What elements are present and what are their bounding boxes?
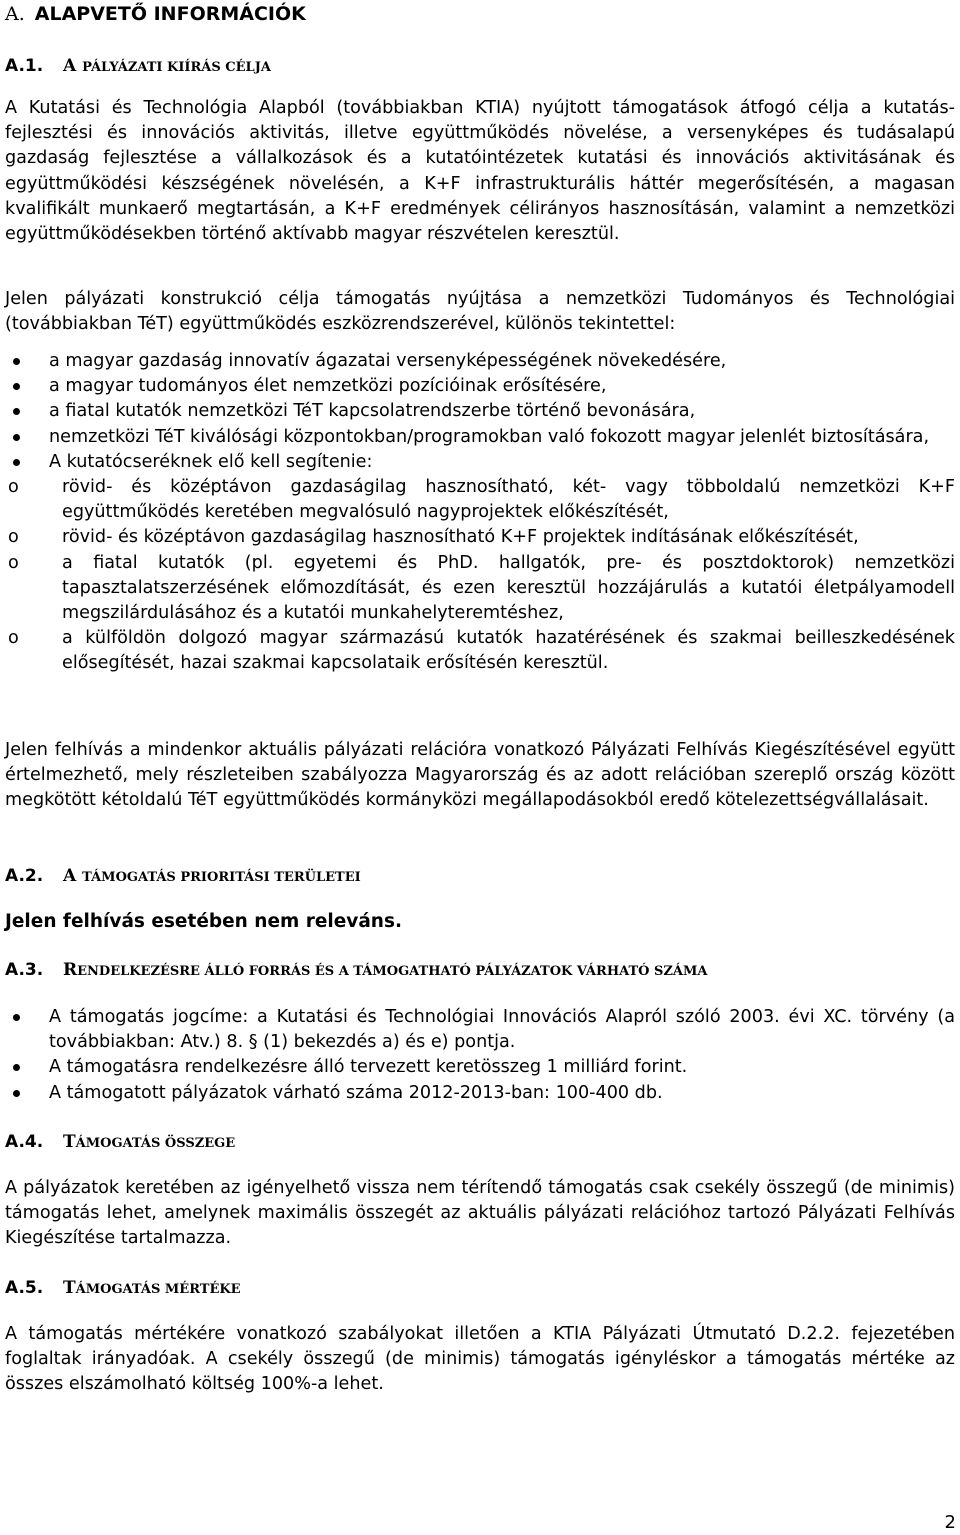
list-item <box>5 399 955 424</box>
section-a3-heading <box>5 958 707 984</box>
section-a1-bullet-list <box>5 349 955 677</box>
sub-list-item-text: a külföldön dolgozó magyar származású kutatók hazatérésének és szakmai beilleszkedésének elősegítését, hazai szakmai kapcsolataik erősítésén keresztül. <box>62 628 955 674</box>
section-a2-number: A.2. <box>5 866 44 886</box>
section-a1-title <box>63 56 271 76</box>
section-a2-title <box>63 866 361 886</box>
sub-list-item <box>5 551 955 627</box>
sub-list-item-text: a fiatal kutatók (pl. egyetemi és PhD. hallgatók, pre- és posztdoktorok) nemzetközi tapasztalatszerzésének előmozdítását, és ezen keresztül hozzájárulás a kutatói életpályamodell megszilárdulásához és a kutatói munkahelyteremtéshez, <box>62 552 955 624</box>
section-a3-title <box>63 960 707 980</box>
sub-list-item <box>5 626 955 676</box>
section-a5-text: A támogatás mértékére vonatkozó szabályokat illetően a KTIA Pályázati Útmutató D.2.2. fejezetében foglaltak irányadóak. A csekély összegű (de minimis) támogatás igényléskor a támogatás mértéke az összes elszámolható költség 100%-a lehet. <box>5 1324 955 1395</box>
bullet-icon <box>13 434 20 441</box>
list-item-text: nemzetközi TéT kiválósági központokban/programokban való fokozott magyar jelenlét biztosítására, <box>49 426 930 447</box>
section-a1-paragraph-1: A Kutatási és Technológia Alapból (továbbiakban KTIA) nyújtott támogatások átfogó célja a kutatás-fejlesztési és innovációs aktivitás, illetve együttműködés növelése, a versenyképes és tudásalapú gazdaság fejlesztése a vállalkozások és a kutatóintézetek kutatási és innovációs aktivitásának és együttműködési készségének növelésén, a K+F infrastrukturális háttér megerősítésén, a magasan kvalifikált munkaerő megtartásán, a K+F eredmények célirányos hasznosításán, valamint a nemzetközi együttműködésekben történő aktívabb magyar részvételen keresztül. <box>5 98 955 245</box>
section-a3-title-rest: ENDELKEZÉSRE ÁLLÓ FORRÁS ÉS A TÁMOGATHATÓ PÁLYÁZATOK VÁRHATÓ SZÁMA <box>77 964 708 979</box>
section-a1-heading <box>5 54 271 80</box>
list-item-text: a magyar gazdaság innovatív ágazatai versenyképességének növekedésére, <box>49 351 727 371</box>
circle-bullet-icon: o <box>8 477 19 498</box>
section-a1-paragraph-2: Jelen pályázati konstrukció célja támogatás nyújtása a nemzetközi Tudományos és Technológiai (továbbiakban TéT) együttműködés eszközrendszerével, különös tekintettel: <box>5 289 955 335</box>
section-a4-heading <box>5 1130 235 1156</box>
section-a5-number: A.5. <box>5 1278 44 1298</box>
section-a4-number: A.4. <box>5 1132 44 1152</box>
list-item <box>5 1081 955 1106</box>
section-a4-text: A pályázatok keretében az igényelhető vissza nem térítendő támogatás csak csekély összegű (de minimis) támogatás lehet, amelynek maximális összegét az aktuális pályázati relációhoz tartozó Pályázati Felhívás Kiegészítése tartalmazza. <box>5 1178 955 1249</box>
list-item <box>5 425 955 450</box>
main-heading-letter: A. <box>5 3 25 25</box>
section-a1-number: A.1. <box>5 56 44 76</box>
main-heading-title: ALAPVETŐ INFORMÁCIÓK <box>34 3 306 25</box>
sub-list-item <box>5 475 955 525</box>
circle-bullet-icon: o <box>8 552 19 573</box>
section-a3-number: A.3. <box>5 960 44 980</box>
list-item-text: A támogatásra rendelkezésre álló tervezett keretösszeg 1 milliárd forint. <box>49 1057 688 1078</box>
bullet-icon <box>13 1064 20 1071</box>
section-a5-title-first: T <box>63 1278 76 1298</box>
main-heading <box>5 2 306 27</box>
bullet-icon <box>13 383 20 390</box>
sub-list-item <box>5 525 955 550</box>
circle-bullet-icon: o <box>8 628 19 649</box>
section-a4-title-rest: ÁMOGATÁS ÖSSZEGE <box>75 1136 236 1151</box>
list-item-text: a magyar tudományos élet nemzetközi pozícióinak erősítésére, <box>49 376 607 397</box>
bullet-icon <box>13 1090 20 1097</box>
list-item-text: A támogatás jogcíme: a Kutatási és Technológiai Innovációs Alapról szóló 2003. évi XC. törvény (a továbbiakban: Atv.) 8. § (1) bekezdés a) és e) pontja. <box>49 1007 955 1053</box>
list-item-text: A támogatott pályázatok várható száma 2012-2013-ban: 100-400 db. <box>49 1082 663 1103</box>
section-a4-title <box>63 1132 235 1152</box>
section-a5-title-rest: ÁMOGATÁS MÉRTÉKE <box>75 1282 241 1297</box>
section-a2-heading <box>5 864 361 890</box>
section-a1-title-rest: PÁLYÁZATI KIÍRÁS CÉLJA <box>82 60 271 75</box>
section-a1-title-first: A <box>63 56 77 76</box>
sub-list-item-text: rövid- és középtávon gazdaságilag hasznosítható, két- vagy többoldalú nemzetközi K+F együttműködés keretében megvalósuló nagyprojektek előkészítését, <box>62 477 955 523</box>
circle-bullet-icon: o <box>8 527 19 548</box>
section-a1-paragraph-3: Jelen felhívás a mindenkor aktuális pályázati relációra vonatkozó Pályázati Felhívás Kiegészítésével együtt értelmezhető, mely részleteiben szabályozza Magyarország és az adott relációban szereplő ország között megkötött kétoldalú TéT együttműködés kormányközi megállapodásokból eredő kötelezettségvállalásait. <box>5 740 955 811</box>
section-a4-title-first: T <box>63 1132 76 1152</box>
page-number: 2 <box>944 1512 956 1533</box>
list-item <box>5 1005 955 1055</box>
list-item-text: a fiatal kutatók nemzetközi TéT kapcsolatrendszerbe történő bevonására, <box>49 401 696 422</box>
section-a2-title-rest: TÁMOGATÁS PRIORITÁSI TERÜLETEI <box>82 870 361 885</box>
list-item <box>5 450 955 475</box>
section-a5-title <box>63 1278 241 1298</box>
bullet-icon <box>13 459 20 466</box>
section-a5-heading <box>5 1276 241 1302</box>
list-item <box>5 349 955 374</box>
list-item <box>5 1055 955 1080</box>
bullet-icon <box>13 358 20 365</box>
section-a2-text: Jelen felhívás esetében nem releváns. <box>5 911 403 932</box>
section-a2-title-first: A <box>63 866 77 886</box>
bullet-icon <box>13 1014 20 1021</box>
sub-list-item-text: rövid- és középtávon gazdaságilag hasznosítható K+F projektek indításának előkészítését, <box>62 527 859 548</box>
bullet-icon <box>13 408 20 415</box>
list-item <box>5 374 955 399</box>
section-a3-title-first: R <box>63 960 78 980</box>
list-item-text: A kutatócseréknek elő kell segítenie: <box>49 451 373 472</box>
section-a3-bullet-list <box>5 1005 955 1106</box>
